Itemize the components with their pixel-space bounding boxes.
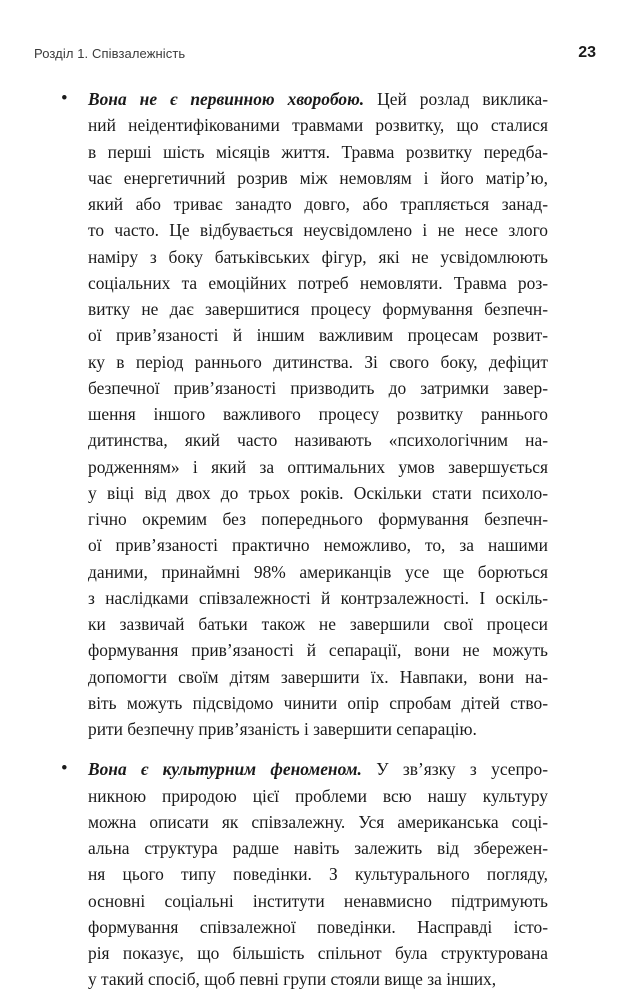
line-text: то часто. Це відбувається неусвідомлено і не несе злого (88, 220, 548, 241)
text-line (88, 296, 548, 322)
text-line (88, 966, 548, 992)
line-text: рити безпечну прив’язаність і завершити сепарацію. (88, 719, 477, 739)
text-line (88, 112, 548, 138)
line-text: основні соціальні інститути ненавмисно підтримують (88, 890, 548, 911)
line-text: ки зазвичай батьки також не завершили свої процеси (88, 614, 548, 634)
line-text: чає енергетичний розрив між немовлям і його матір’ю, (88, 167, 548, 188)
text-line (88, 139, 548, 165)
text-line (88, 401, 548, 427)
line-text: рія показує, що більшість спільнот була структурована (88, 943, 548, 963)
page-header (34, 44, 596, 66)
line-text: ку в період раннього дитинства. Зі свого боку, дефіцит (88, 351, 548, 372)
line-text: можна описати як співзалежну. Уся американська соці- (88, 811, 548, 832)
text-line (88, 270, 548, 296)
bullet-lead: Вона є культурним феноменом. (88, 759, 362, 780)
line-text: ня цього типу поведінки. З культурального погляду, (88, 864, 548, 885)
line-text: ний неідентифікованими травмами розвитку, що сталися (88, 115, 548, 136)
bullet-text (88, 86, 548, 742)
line-text: допомогти своїм дітям завершити їх. Навпаки, вони на- (88, 666, 548, 687)
line-text: ої прив’язаності й іншим важливим процесам розвит- (88, 325, 548, 346)
text-line (88, 454, 548, 480)
text-line (88, 940, 548, 966)
bullet-lead: Вона не є первинною хворобою. (88, 89, 365, 109)
line-text: витку не дає завершитися процесу формування безпечн- (88, 299, 548, 319)
text-line (88, 506, 548, 532)
text-line (88, 914, 548, 940)
text-line (88, 716, 548, 742)
text-line (88, 349, 548, 375)
text-line (88, 86, 548, 112)
line-text: ої прив’язаності практично неможливо, то, за нашими (88, 535, 548, 556)
line-text: у віці від двох до трьох років. Оскільки стати психоло- (88, 482, 548, 503)
bullet-item (61, 756, 548, 992)
text-line (88, 690, 548, 716)
text-line (88, 861, 548, 887)
page-number: 23 (578, 44, 596, 61)
line-text: формування співзалежної поведінки. Насправді істо- (88, 916, 548, 937)
line-text: гічно окремим без попереднього формування безпечн- (88, 509, 548, 529)
text-line (88, 611, 548, 637)
text-line (88, 375, 548, 401)
line-text: Цей розлад виклика- (364, 89, 548, 109)
line-text: у такий спосіб, щоб певні групи стояли вище за інших, (88, 969, 497, 990)
line-text: шення іншого важливого процесу розвитку раннього (88, 404, 548, 424)
line-text: дитинства, який часто називають «психологічним на- (88, 430, 548, 451)
text-line (88, 756, 548, 782)
line-text: наміру з боку батьківських фігур, які не усвідомлюють (88, 246, 548, 267)
text-line (88, 191, 548, 217)
text-line (88, 664, 548, 690)
text-line (88, 585, 548, 611)
line-text: соціальних та емоційних потреб немовляти. Травма роз- (88, 272, 548, 293)
bullet-icon: • (61, 758, 68, 780)
text-line (88, 809, 548, 835)
text-line (88, 165, 548, 191)
line-text: безпечної прив’язаності призводить до затримки завер- (88, 377, 548, 398)
line-text: альна структура радше навіть залежить від збережен- (88, 838, 548, 858)
bullet-text (88, 756, 548, 992)
text-line (88, 835, 548, 861)
text-line (88, 888, 548, 914)
text-line (88, 322, 548, 348)
text-line (88, 427, 548, 453)
text-line (88, 244, 548, 270)
bullet-item (61, 86, 548, 742)
text-line (88, 559, 548, 585)
bullet-icon: • (61, 88, 68, 109)
line-text: У зв’язку з усепро- (361, 759, 548, 780)
text-line (88, 783, 548, 809)
page-body (61, 86, 548, 1007)
line-text: формування прив’язаності й сепарації, вони не можуть (88, 640, 548, 661)
line-text: в перші шість місяців життя. Травма розвитку передба- (88, 141, 548, 162)
line-text: никною природою цієї проблеми всю нашу культуру (88, 785, 548, 806)
text-line (88, 217, 548, 243)
line-text: даними, принаймні 98% американців усе ще борються (88, 561, 548, 582)
text-line (88, 480, 548, 506)
line-text: віть можуть підсвідомо чинити опір спробам дітей ство- (88, 692, 548, 713)
line-text: з наслідками співзалежності й контрзалежності. І оскіль- (88, 587, 548, 608)
line-text: родженням» і який за оптимальних умов завершується (88, 456, 548, 477)
text-line (88, 637, 548, 663)
running-head: Розділ 1. Співзалежність (34, 46, 186, 61)
text-line (88, 532, 548, 558)
line-text: який або триває занадто довго, або трапляється занад- (88, 194, 548, 214)
